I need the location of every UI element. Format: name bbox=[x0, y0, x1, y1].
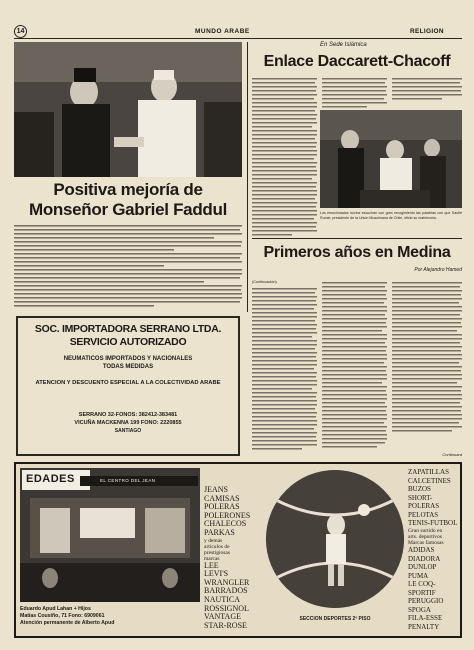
sports-item: DIADORA bbox=[408, 554, 441, 563]
edades-item: LEE bbox=[204, 560, 219, 570]
article3-col2-lines bbox=[322, 280, 387, 456]
sports-item: ZAPATILLAS bbox=[408, 468, 449, 476]
serrano-ad-address2: VICUÑA MACKENNA 199 FONO: 2220855 bbox=[74, 420, 182, 426]
serrano-ad-service: SERVICIO AUTORIZADO bbox=[69, 336, 187, 348]
serrano-ad-tagline: ATENCION Y DESCUENTO ESPECIAL A LA COLECTIVIDAD ARABE bbox=[35, 380, 221, 386]
serrano-ad-city: SANTIAGO bbox=[114, 428, 142, 434]
storefront-illustration bbox=[20, 468, 200, 602]
article3-col2 bbox=[322, 280, 387, 456]
article1-text-lines bbox=[14, 224, 242, 312]
edades-item: marcas bbox=[204, 555, 220, 562]
store-photo bbox=[20, 468, 200, 602]
edades-item: JEANS bbox=[204, 485, 229, 494]
article3-byline: Por Alejandro Hamed bbox=[414, 267, 462, 273]
article3-continued-from: (Continuación) bbox=[252, 280, 277, 284]
bottom-ad-band bbox=[14, 462, 462, 638]
edades-item: VANTAGE bbox=[204, 612, 241, 622]
serrano-ad-products-line2: TODAS MEDIDAS bbox=[102, 364, 154, 370]
store-sign: EDADES bbox=[26, 473, 75, 485]
article3-continued: Continuará bbox=[442, 452, 462, 457]
edades-item: POLERAS bbox=[204, 502, 240, 512]
serrano-ad-name: SOC. IMPORTADORA SERRANO LTDA. bbox=[34, 323, 222, 335]
sports-item: FILA-ESSE bbox=[408, 614, 443, 623]
sports-item: PENALTY bbox=[408, 622, 440, 631]
edades-footer-line3: Atención permanente de Alberto Apud bbox=[20, 620, 115, 626]
edades-item: CHALECOS bbox=[204, 519, 247, 529]
article3-col1 bbox=[252, 286, 317, 456]
article1-photo bbox=[14, 42, 242, 177]
article2-kicker: En Sede Islámica bbox=[320, 42, 367, 48]
sports-item: DUNLOP bbox=[408, 563, 437, 572]
edades-item: STAR-ROSE bbox=[204, 620, 247, 630]
article2-title: Enlace Daccarett-Chacoff bbox=[263, 53, 451, 70]
edades-item: ROSSIGNOL bbox=[204, 603, 249, 613]
serrano-ad bbox=[16, 316, 240, 456]
store-banner: EL CENTRO DEL JEAN bbox=[100, 478, 156, 483]
sports-item: Marcas famosas bbox=[408, 539, 444, 546]
sports-item: BUZOS bbox=[408, 485, 431, 493]
serrano-ad-address1: SERRANO 32-FONOS: 382412-383481 bbox=[78, 412, 178, 418]
sports-item: PERUGGIO bbox=[408, 597, 444, 606]
sports-item: CALCETINES bbox=[408, 476, 451, 485]
article1-title-line2: Monseñor Gabriel Faddul bbox=[28, 200, 228, 219]
sports-item: Gran surtido en bbox=[408, 527, 443, 534]
article3-title: Primeros años en Medina bbox=[263, 244, 451, 261]
sports-item: LE COQ-SPORTIF bbox=[408, 580, 436, 597]
article3-top-rule bbox=[252, 238, 462, 239]
article1-title-line1: Positiva mejoría de bbox=[53, 180, 203, 199]
serrano-ad-products-line1: NEUMATICOS IMPORTADOS Y NACIONALES bbox=[63, 356, 193, 362]
sports-item: SPOGA bbox=[408, 605, 431, 614]
article2-photo bbox=[320, 110, 462, 208]
column-divider bbox=[247, 42, 248, 312]
edades-item: prestigiosas bbox=[204, 549, 230, 556]
article1-body-text bbox=[14, 224, 242, 312]
publication-name: MUNDO ARABE bbox=[195, 28, 250, 35]
sports-item: TENIS-FUTBOL bbox=[408, 519, 458, 527]
edades-item: BARRADOS bbox=[204, 586, 248, 596]
edades-items bbox=[204, 486, 260, 630]
article3-col3 bbox=[392, 280, 462, 450]
header-rule bbox=[14, 38, 462, 39]
priests-photo-illustration bbox=[14, 42, 242, 177]
edades-footer-line1: Eduardo Apud Lahan + Hijos bbox=[20, 606, 91, 612]
sports-item: ADIDAS bbox=[408, 546, 435, 555]
edades-item: y demás bbox=[204, 537, 223, 544]
sports-item: PELOTAS bbox=[408, 510, 439, 519]
sports-item: arts. deportivos bbox=[408, 533, 442, 540]
edades-item: PARKAS bbox=[204, 527, 235, 537]
article3-col1-lines bbox=[252, 286, 317, 456]
edades-footer-line2: Matías Cousiño, 71 Fono: 6909061 bbox=[20, 613, 105, 619]
section-name: RELIGION bbox=[410, 28, 444, 35]
edades-footer bbox=[20, 606, 200, 627]
edades-item: artículos de bbox=[204, 543, 230, 550]
article3-col3-lines bbox=[392, 280, 462, 450]
edades-item: POLERONES bbox=[204, 510, 251, 520]
edades-item: LEVI'S bbox=[204, 569, 229, 579]
sports-items bbox=[408, 468, 460, 631]
tennis-photo bbox=[266, 470, 404, 608]
edades-item: CAMISAS bbox=[204, 493, 240, 503]
sports-caption: SECCION DEPORTES 2º PISO bbox=[299, 616, 371, 622]
page-number: 14 bbox=[14, 25, 27, 38]
article2-photo-caption: Los emocionados novios escuchan con gran recogimiento las palabras con que Saufié Rumie, presidente de la Unión Musulmana de Chile, ofició su matrimonio. bbox=[320, 211, 462, 220]
sports-item: PUMA bbox=[408, 571, 429, 580]
edades-item: NAUTICA bbox=[204, 594, 240, 604]
edades-item: WRANGLER bbox=[204, 577, 250, 587]
sports-item: SHORT-POLERAS bbox=[408, 493, 440, 510]
tennis-player-illustration bbox=[266, 470, 404, 608]
wedding-photo-illustration bbox=[320, 110, 462, 208]
